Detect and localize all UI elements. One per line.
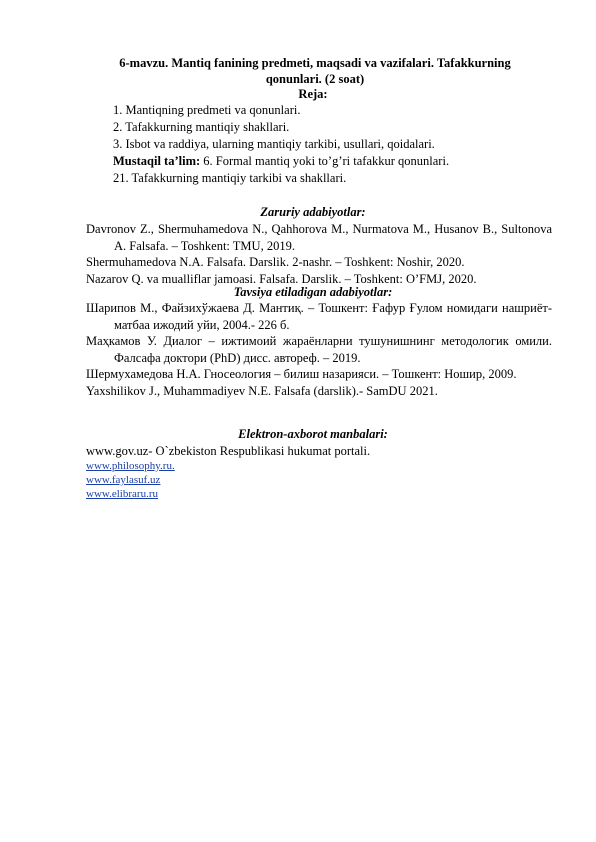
required-literature-list bbox=[86, 221, 552, 287]
recommended-item-3: Шермухамедова Н.А. Гносеология – билиш назарияси. – Тошкент: Ношир, 2009. bbox=[86, 367, 517, 381]
required-item-1: Davronov Z., Shermuhamedova N., Qahhorova M., Nurmatova M., Husanov B., Sultonova A. Falsafa. – Toshkent: TMU, 2019. bbox=[86, 222, 552, 253]
link-philosophy[interactable]: www.philosophy.ru. bbox=[86, 460, 175, 472]
recommended-item-1: Шарипов М., Файзихўжаева Д. Мантиқ. – Тошкент: Ғафур Ғулом номидаги нашриёт-матбаа ижодий уйи, 2004.- 226 б. bbox=[86, 301, 552, 332]
recommended-item-4: Yaxshilikov J., Muhammadiyev N.E. Falsafa (darslik).- SamDU 2021. bbox=[86, 383, 438, 398]
recommended-item-2: Маҳкамов У. Диалог – ижтимоий жараёнларни тушунишнинг методологик омили. Фалсафа доктори (PhD) дисс. автореф. – 2019. bbox=[86, 334, 552, 365]
electronic-sources-heading: Elektron-axborot manbalari: bbox=[238, 427, 388, 441]
gov-portal-text: www.gov.uz- O`zbekiston Respublikasi hukumat portali. bbox=[86, 444, 371, 458]
plan-item-1: 1. Mantiqning predmeti va qonunlari. bbox=[113, 103, 301, 117]
required-literature-heading: Zaruriy adabiyotlar: bbox=[260, 205, 366, 219]
required-item-3: Nazarov Q. va mualliflar jamoasi. Falsafa. Darslik. – Toshkent: O’FMJ, 2020. bbox=[86, 271, 477, 286]
recommended-literature-heading: Tavsiya etiladigan adabiyotlar: bbox=[233, 285, 393, 299]
independent-study-label: Mustaqil ta’lim: bbox=[113, 154, 201, 168]
plan-item-21: 21. Tafakkurning mantiqiy tarkibi va shakllari. bbox=[113, 171, 347, 185]
title-line-1: 6-mavzu. Mantiq fanining predmeti, maqsadi va vazifalari. Tafakkurning bbox=[119, 56, 511, 70]
page-title bbox=[90, 55, 540, 87]
plan-heading: Reja: bbox=[298, 87, 328, 101]
recommended-literature-list bbox=[86, 300, 552, 399]
plan-list bbox=[113, 102, 553, 187]
independent-study-text: 6. Formal mantiq yoki to’g’ri tafakkur qonunlari. bbox=[200, 154, 450, 168]
electronic-sources-list bbox=[86, 443, 552, 501]
required-item-2: Shermuhamedova N.A. Falsafa. Darslik. 2-nashr. – Toshkent: Noshir, 2020. bbox=[86, 255, 465, 269]
plan-item-3: 3. Isbot va raddiya, ularning mantiqiy tarkibi, usullari, qoidalari. bbox=[113, 137, 435, 151]
title-line-2: qonunlari. (2 soat) bbox=[265, 72, 365, 86]
independent-study bbox=[113, 153, 553, 170]
link-elibraru[interactable]: www.elibraru.ru bbox=[86, 488, 158, 500]
link-faylasuf[interactable]: www.faylasuf.uz bbox=[86, 474, 161, 486]
plan-item-2: 2. Tafakkurning mantiqiy shakllari. bbox=[113, 120, 290, 134]
